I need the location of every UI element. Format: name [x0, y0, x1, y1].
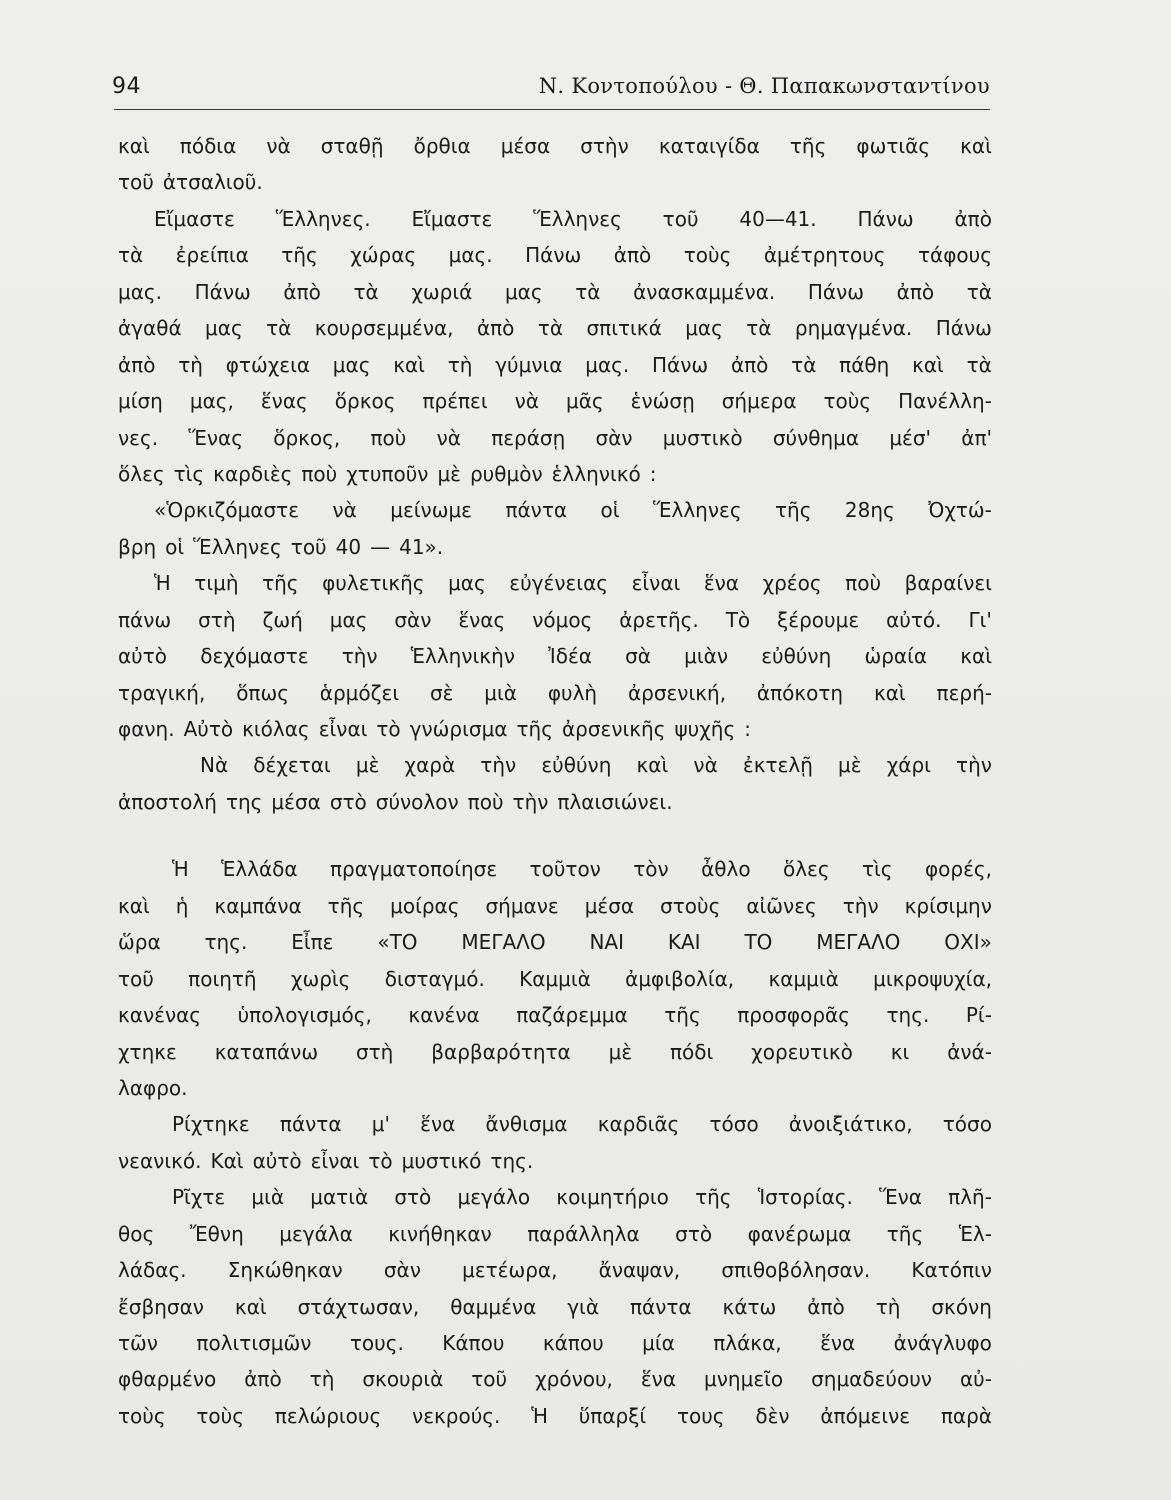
- text-line: τραγική, ὅπως ἁρμόζει σὲ μιὰ φυλὴ ἀρσενική, ἀπόκοτη καὶ περή-: [118, 680, 992, 705]
- text-line: τῶν πολιτισμῶν τους. Κάπου κάπου μία πλάκα, ἕνα ἀνάγλυφο: [118, 1331, 992, 1355]
- text-line: Νὰ δέχεται μὲ χαρὰ τὴν εὐθύνη καὶ νὰ ἐκτελῇ μὲ χάρι τὴν: [200, 753, 992, 778]
- text-line: Ἡ τιμὴ τῆς φυλετικῆς μας εὐγένειας εἶναι ἕνα χρέος ποὺ βαραίνει: [154, 571, 992, 596]
- body-text: [118, 128, 992, 1434]
- text-line: αὐτὸ δεχόμαστε τὴν Ἑλληνικὴν Ἰδέα σὰ μιὰν εὐθύνη ὡραία καὶ: [118, 644, 992, 669]
- text-line: θος Ἔθνη μεγάλα κινήθηκαν παράλληλα στὸ φανέρωμα τῆς Ἑλ-: [118, 1221, 992, 1246]
- text-line: νεανικό. Καὶ αὐτὸ εἶναι τὸ μυστικό της.: [118, 1148, 534, 1173]
- text-line: λαφρο.: [118, 1075, 188, 1100]
- text-line: τὰ ἐρείπια τῆς χώρας μας. Πάνω ἀπὸ τοὺς ἀμέτρητους τάφους: [118, 243, 992, 268]
- text-line: τοῦ ἀτσαλιοῦ.: [118, 170, 263, 195]
- text-line: νες. Ἕνας ὅρκος, ποὺ νὰ περάσῃ σὰν μυστικὸ σύνθημα μέσ' ἀπ': [118, 425, 992, 450]
- text-line: λάδας. Σηκώθηκαν σὰν μετέωρα, ἄναψαν, σπιθοβόλησαν. Κατόπιν: [118, 1258, 992, 1283]
- text-line: ἔσβησαν καὶ στάχτωσαν, θαμμένα γιὰ πάντα κάτω ἀπὸ τὴ σκόνη: [118, 1294, 992, 1319]
- header-rule: [114, 109, 990, 110]
- text-line: φανη. Αὐτὸ κιόλας εἶναι τὸ γνώρισμα τῆς ἀρσενικῆς ψυχῆς :: [118, 717, 751, 741]
- text-line: ὥρα της. Εἶπε «ΤΟ ΜΕΓΑΛΟ ΝΑΙ ΚΑΙ ΤΟ ΜΕΓΑΛΟ ΟΧΙ»: [118, 930, 992, 955]
- text-line: Ρῖχτε μιὰ ματιὰ στὸ μεγάλο κοιμητήριο τῆς Ἱστορίας. Ἕνα πλῆ-: [172, 1185, 992, 1210]
- text-line: μας. Πάνω ἀπὸ τὰ χωριά μας τὰ ἀνασκαμμένα. Πάνω ἀπὸ τὰ: [118, 279, 992, 304]
- text-line: μίση μας, ἕνας ὅρκος πρέπει νὰ μᾶς ἑνώσῃ σήμερα τοὺς Πανέλλη-: [118, 389, 992, 414]
- header-authors: Ν. Κοντοπούλου - Θ. Παπακωνσταντίνου: [538, 74, 990, 98]
- running-head: [112, 72, 990, 104]
- text-line: τοῦ ποιητῆ χωρὶς δισταγμό. Καμμιὰ ἀμφιβολία, καμμιὰ μικροψυχία,: [118, 966, 992, 991]
- text-line: ἀγαθά μας τὰ κουρσεμμένα, ἀπὸ τὰ σπιτικά μας τὰ ρημαγμένα. Πάνω: [118, 316, 992, 341]
- page-number: 94: [112, 74, 141, 99]
- text-line: «Ὁρκιζόμαστε νὰ μείνωμε πάντα οἱ Ἕλληνες τῆς 28ης Ὀχτώ-: [154, 498, 992, 523]
- text-line: καὶ ἡ καμπάνα τῆς μοίρας σήμανε μέσα στοὺς αἰῶνες τὴν κρίσιμην: [118, 893, 992, 918]
- text-line: χτηκε καταπάνω στὴ βαρβαρότητα μὲ πόδι χορευτικὸ κι ἀνά-: [118, 1039, 992, 1064]
- text-line: τοὺς τοὺς πελώριους νεκρούς. Ἡ ὕπαρξί τους δὲν ἀπόμεινε παρὰ: [118, 1403, 992, 1428]
- text-line: καὶ πόδια νὰ σταθῇ ὄρθια μέσα στὴν καταιγίδα τῆς φωτιᾶς καὶ: [118, 134, 992, 158]
- paragraph-gap: [118, 820, 992, 851]
- text-line: ὅλες τὶς καρδιὲς ποὺ χτυποῦν μὲ ρυθμὸν ἑλληνικό :: [118, 461, 657, 486]
- text-line: πάνω στὴ ζωή μας σὰν ἕνας νόμος ἀρετῆς. Τὸ ξέρουμε αὐτό. Γι': [118, 607, 992, 632]
- text-line: κανένας ὑπολογισμός, κανένα παζάρεμμα τῆς προσφορᾶς της. Ρί-: [118, 1003, 992, 1028]
- text-line: ἀπὸ τὴ φτώχεια μας καὶ τὴ γύμνια μας. Πάνω ἀπὸ τὰ πάθη καὶ τὰ: [118, 352, 992, 377]
- text-line: φθαρμένο ἀπὸ τὴ σκουριὰ τοῦ χρόνου, ἕνα μνημεῖο σημαδεύουν αὐ-: [118, 1367, 992, 1392]
- text-line: ἀποστολή της μέσα στὸ σύνολον ποὺ τὴν πλαισιώνει.: [118, 789, 673, 814]
- text-line: βρη οἱ Ἕλληνες τοῦ 40 — 41».: [118, 534, 444, 559]
- text-line: Ρίχτηκε πάντα μ' ἕνα ἄνθισμα καρδιᾶς τόσο ἀνοιξιάτικο, τόσο: [172, 1112, 992, 1137]
- text-line: Εἴμαστε Ἕλληνες. Εἴμαστε Ἕλληνες τοῦ 40—41. Πάνω ἀπὸ: [154, 206, 992, 231]
- text-line: Ἡ Ἑλλάδα πραγματοποίησε τοῦτον τὸν ἆθλο ὅλες τὶς φορές,: [172, 857, 992, 882]
